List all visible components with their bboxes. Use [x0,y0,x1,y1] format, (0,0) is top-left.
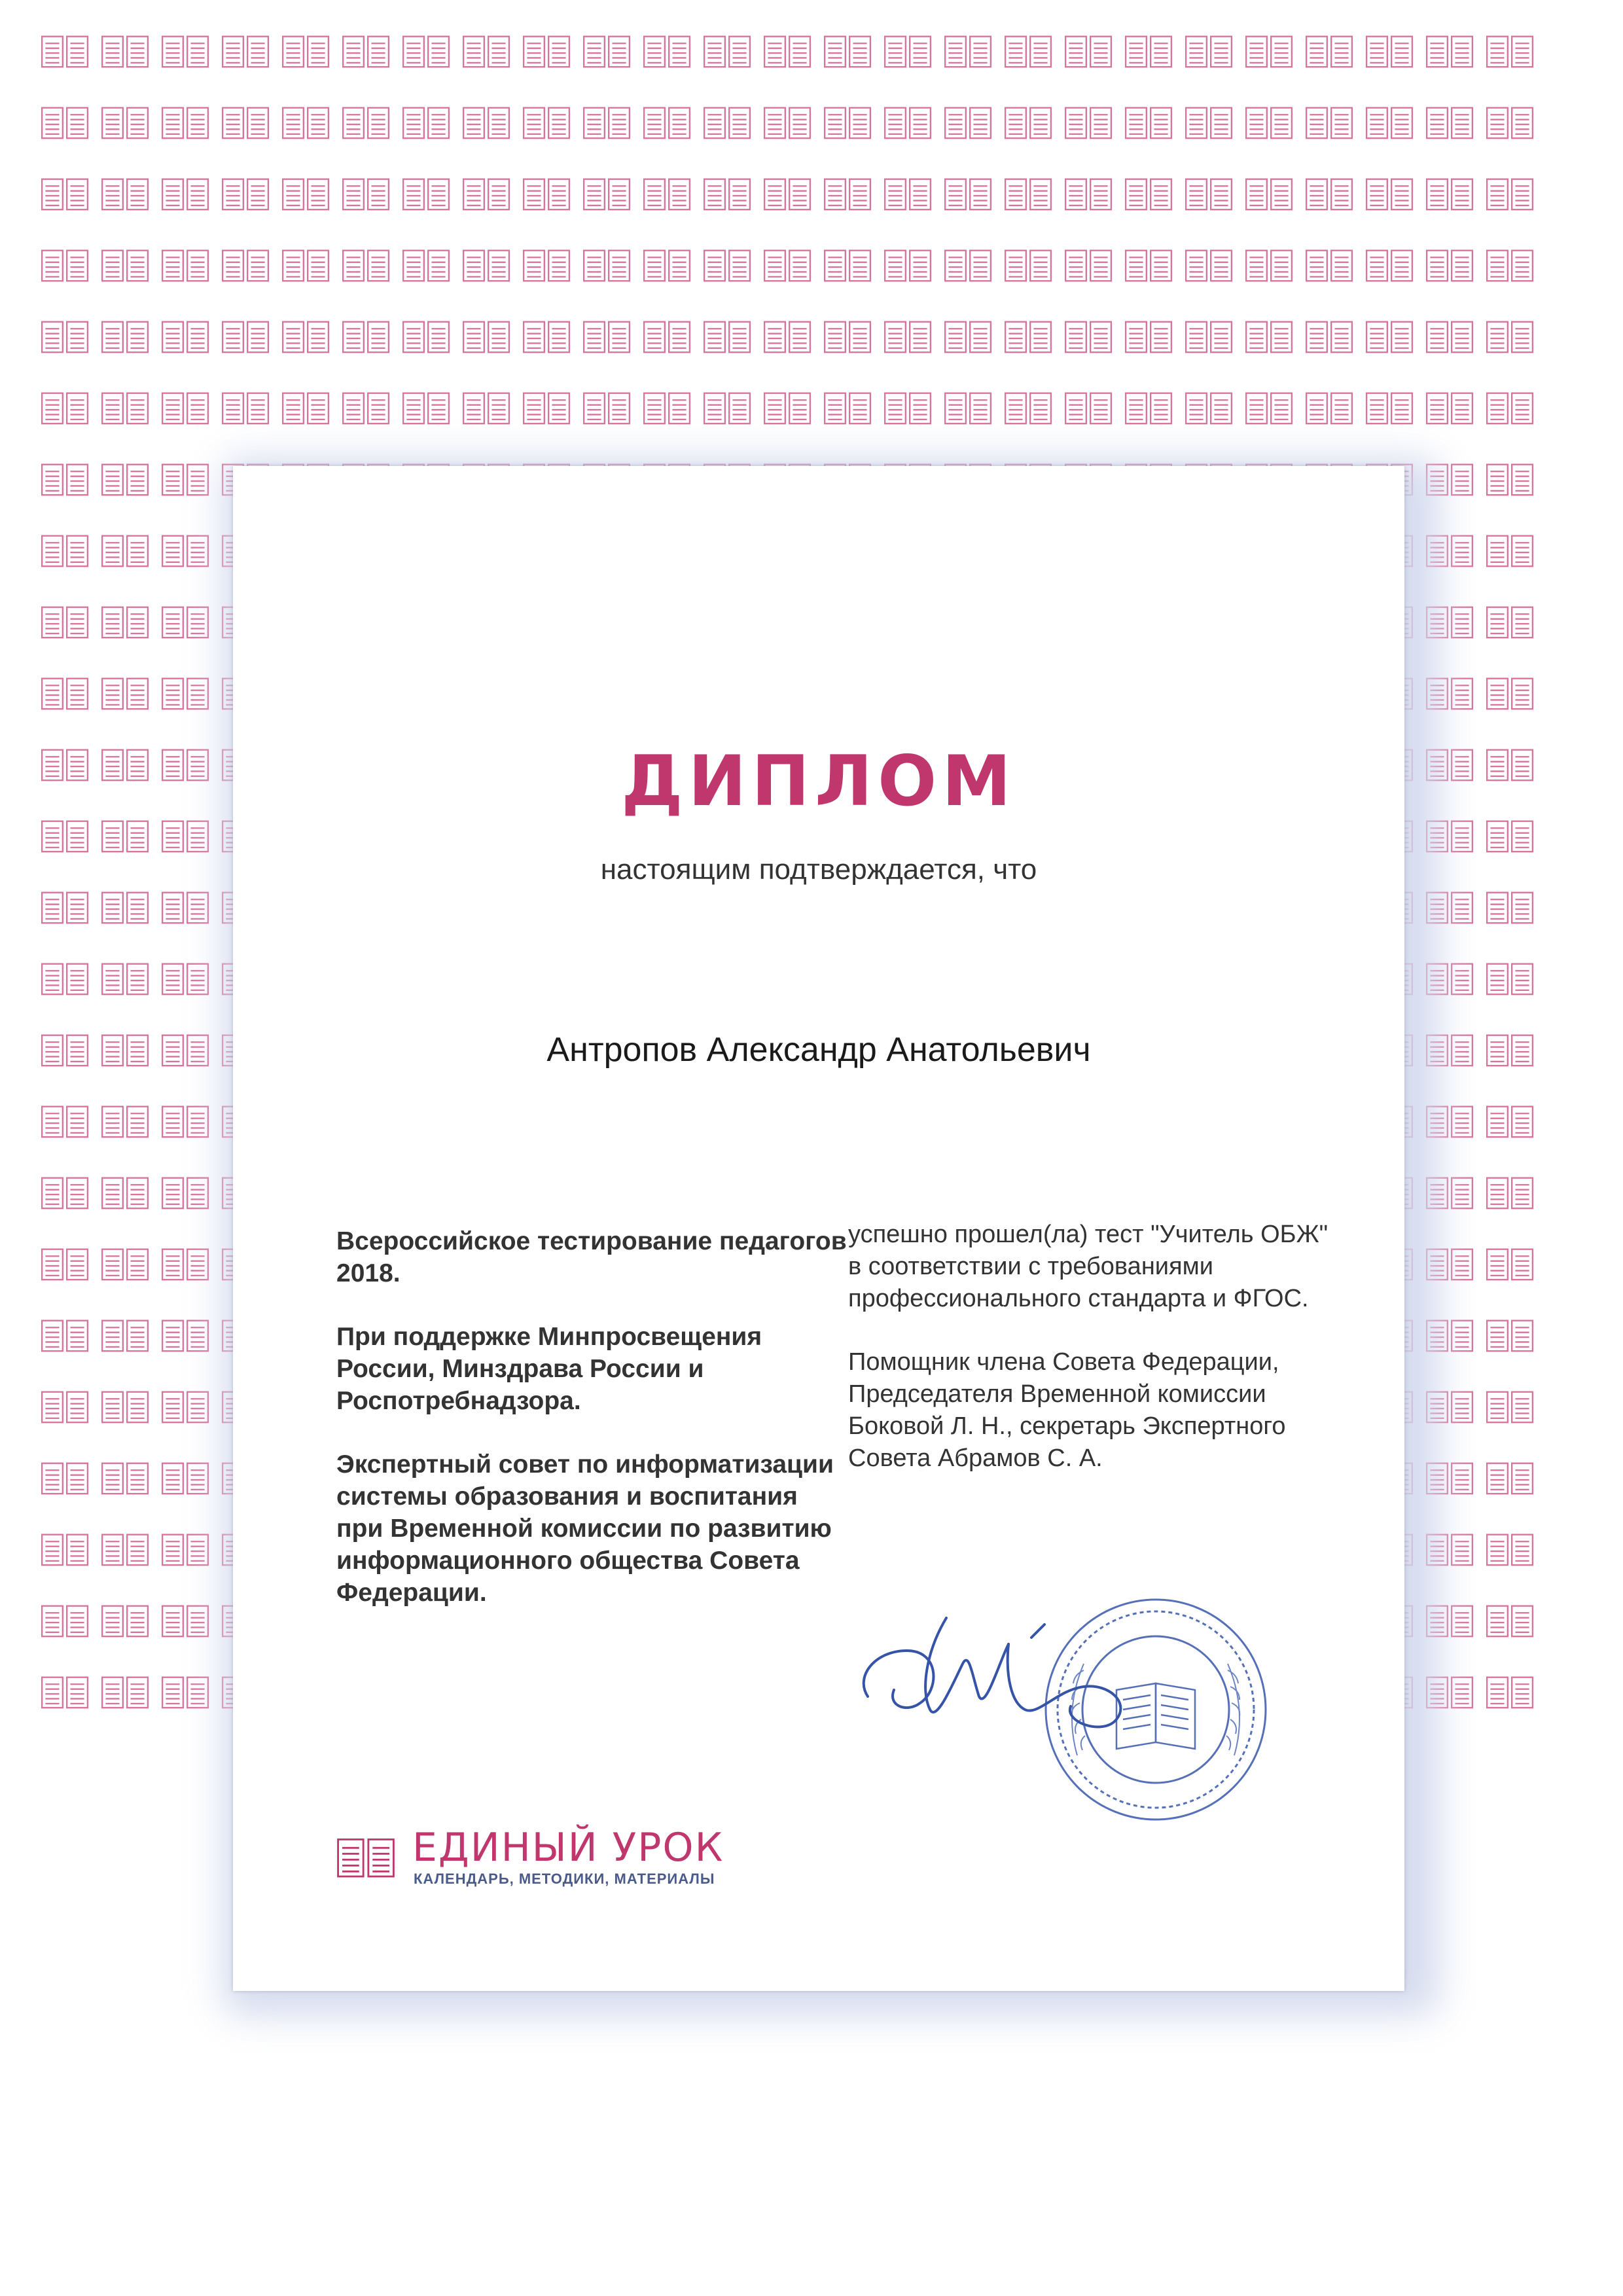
open-book-icon [102,1035,148,1066]
open-book-icon [1065,322,1111,353]
open-book-icon [42,750,88,781]
open-book-icon [764,108,810,139]
open-book-icon [524,37,569,67]
open-book-icon [162,1035,208,1066]
open-book-icon [102,465,148,495]
open-book-icon [885,322,931,353]
open-book-icon [463,37,509,67]
open-book-icon [463,108,509,139]
open-book-icon [825,108,870,139]
open-book-icon [102,893,148,924]
open-book-icon [102,1677,148,1708]
open-book-icon [1366,393,1412,424]
open-book-icon [945,322,991,353]
open-book-icon [1487,1463,1533,1494]
open-book-icon [102,1606,148,1637]
open-book-icon [102,1463,148,1494]
open-book-icon [42,1392,88,1423]
open-book-icon [162,108,208,139]
open-book-icon [403,108,449,139]
open-book-icon [343,179,389,210]
open-book-icon [764,179,810,210]
signatory-paragraph: Помощник члена Совета Федерации, Председателя Временной комиссии Боковой Л. Н., секретарь Экспертного Совета Абрамов С. А. [848,1348,1286,1472]
open-book-icon [162,1463,208,1494]
open-book-icon [102,536,148,567]
open-book-icon [223,251,268,281]
open-book-icon [343,393,389,424]
open-book-icon [1487,893,1533,924]
open-book-icon [945,393,991,424]
open-book-icon [162,679,208,709]
open-book-icon [343,322,389,353]
open-book-icon [1487,465,1533,495]
open-book-icon [945,37,991,67]
open-book-icon [1306,251,1352,281]
open-book-icon [1427,322,1472,353]
open-book-icon [162,1677,208,1708]
open-book-icon [1487,679,1533,709]
open-book-icon [1246,322,1292,353]
open-book-icon [1487,750,1533,781]
open-book-icon [885,108,931,139]
open-book-icon [825,251,870,281]
open-book-icon [1366,322,1412,353]
open-book-icon [1246,37,1292,67]
open-book-icon [162,1535,208,1566]
diploma-card [233,466,1404,1991]
open-book-icon [1427,393,1472,424]
open-book-icon [102,679,148,709]
open-book-icon [1065,108,1111,139]
open-book-icon [42,322,88,353]
open-book-icon [1246,251,1292,281]
open-book-icon [42,607,88,638]
open-book-icon [704,322,750,353]
open-book-icon [42,1178,88,1209]
open-book-icon [825,37,870,67]
open-book-icon [42,1249,88,1280]
open-book-icon [1126,322,1171,353]
open-book-icon [1005,393,1051,424]
open-book-icon [704,393,750,424]
open-book-icon [162,893,208,924]
open-book-icon [1366,37,1412,67]
open-book-icon [1065,251,1111,281]
open-book-icon [945,251,991,281]
open-book-icon [1186,322,1232,353]
open-book-icon [162,1107,208,1138]
handwritten-signature-icon [848,1579,1188,1762]
open-book-icon [644,322,690,353]
open-book-icon [584,37,630,67]
open-book-icon [162,1178,208,1209]
open-book-icon [283,251,329,281]
open-book-icon [764,322,810,353]
brand-tagline: КАЛЕНДАРЬ, МЕТОДИКИ, МАТЕРИАЛЫ [414,1871,715,1887]
open-book-icon [1065,37,1111,67]
open-book-icon [336,1833,395,1885]
open-book-icon [1487,393,1533,424]
open-book-icon [1065,179,1111,210]
open-book-icon [1005,179,1051,210]
open-book-icon [102,37,148,67]
open-book-icon [584,322,630,353]
open-book-icon [102,108,148,139]
open-book-icon [102,1535,148,1566]
open-book-icon [403,322,449,353]
test-result-paragraph: успешно прошел(ла) тест "Учитель ОБЖ" в соответствии с требованиями профессионального стандарта и ФГОС. [848,1221,1329,1312]
open-book-icon [945,108,991,139]
open-book-icon [162,37,208,67]
open-book-icon [584,393,630,424]
open-book-icon [162,179,208,210]
open-book-icon [584,108,630,139]
open-book-icon [524,393,569,424]
open-book-icon [1246,393,1292,424]
open-book-icon [42,679,88,709]
open-book-icon [403,179,449,210]
open-book-icon [1005,322,1051,353]
open-book-icon [223,37,268,67]
open-book-icon [945,179,991,210]
open-book-icon [1487,322,1533,353]
open-book-icon [343,251,389,281]
open-book-icon [1306,179,1352,210]
open-book-icon [1126,393,1171,424]
open-book-icon [1487,1392,1533,1423]
open-book-icon [1246,108,1292,139]
open-book-icon [223,108,268,139]
open-book-icon [343,108,389,139]
open-book-icon [584,179,630,210]
open-book-icon [162,251,208,281]
open-book-icon [102,1249,148,1280]
open-book-icon [1487,1606,1533,1637]
open-book-icon [283,179,329,210]
open-book-icon [1366,179,1412,210]
open-book-icon [162,964,208,995]
open-book-icon [223,322,268,353]
open-book-icon [524,179,569,210]
open-book-icon [283,108,329,139]
open-book-icon [343,37,389,67]
open-book-icon [644,108,690,139]
open-book-icon [1186,393,1232,424]
open-book-icon [463,393,509,424]
open-book-icon [102,1107,148,1138]
open-book-icon [885,393,931,424]
open-book-icon [102,1178,148,1209]
open-book-icon [704,37,750,67]
open-book-icon [42,964,88,995]
open-book-icon [283,322,329,353]
open-book-icon [1487,821,1533,852]
open-book-icon [1366,108,1412,139]
open-book-icon [102,750,148,781]
open-book-icon [1427,108,1472,139]
open-book-icon [1427,179,1472,210]
open-book-icon [1487,607,1533,638]
open-book-icon [42,821,88,852]
open-book-icon [704,108,750,139]
open-book-icon [524,108,569,139]
open-book-icon [102,393,148,424]
open-book-icon [283,37,329,67]
open-book-icon [1005,251,1051,281]
open-book-icon [102,322,148,353]
open-book-icon [644,37,690,67]
open-book-icon [1306,393,1352,424]
open-book-icon [524,322,569,353]
open-book-icon [1186,108,1232,139]
open-book-icon [1306,108,1352,139]
open-book-icon [42,1463,88,1494]
open-book-icon [162,1321,208,1352]
open-book-icon [1186,37,1232,67]
open-book-icon [1427,37,1472,67]
open-book-icon [42,1677,88,1708]
open-book-icon [1487,179,1533,210]
open-book-icon [1306,322,1352,353]
diploma-title: ДИПЛОМ [621,741,1016,821]
open-book-icon [102,251,148,281]
open-book-icon [1487,964,1533,995]
open-book-icon [1246,179,1292,210]
open-book-icon [162,322,208,353]
organizers-paragraph: При поддержке Минпросвещения России, Минздрава России и Роспотребнадзора. [336,1323,762,1415]
organizers-column [336,1225,847,1640]
open-book-icon [283,393,329,424]
open-book-icon [584,251,630,281]
open-book-icon [1487,536,1533,567]
open-book-icon [825,393,870,424]
open-book-icon [162,1606,208,1637]
organizers-paragraph: Экспертный совет по информатизации системы образования и воспитания при Временной комиссии по развитию информационного общества Совета Федерации. [336,1450,834,1607]
open-book-icon [42,1606,88,1637]
open-book-icon [42,1107,88,1138]
open-book-icon [162,1249,208,1280]
open-book-icon [704,179,750,210]
open-book-icon [1487,251,1533,281]
open-book-icon [403,251,449,281]
open-book-icon [524,251,569,281]
open-book-icon [1126,37,1171,67]
open-book-icon [162,607,208,638]
open-book-icon [162,821,208,852]
open-book-icon [42,1321,88,1352]
open-book-icon [1366,251,1412,281]
open-book-icon [1487,108,1533,139]
open-book-icon [223,393,268,424]
open-book-icon [1487,1321,1533,1352]
open-book-icon [764,37,810,67]
open-book-icon [1487,1178,1533,1209]
open-book-icon [42,393,88,424]
open-book-icon [885,251,931,281]
open-book-icon [463,322,509,353]
open-book-icon [42,108,88,139]
open-book-icon [764,251,810,281]
open-book-icon [644,251,690,281]
open-book-icon [42,1535,88,1566]
open-book-icon [403,37,449,67]
open-book-icon [1487,1249,1533,1280]
open-book-icon [644,179,690,210]
open-book-icon [403,393,449,424]
open-book-icon [162,465,208,495]
result-column [848,1219,1332,1506]
open-book-icon [1487,1107,1533,1138]
open-book-icon [102,1392,148,1423]
open-book-icon [463,251,509,281]
open-book-icon [825,179,870,210]
open-book-icon [885,37,931,67]
open-book-icon [1005,108,1051,139]
open-book-icon [102,1321,148,1352]
brand-logo [336,1827,925,1893]
open-book-icon [463,179,509,210]
open-book-icon [1186,251,1232,281]
open-book-icon [1487,1677,1533,1708]
open-book-icon [223,179,268,210]
open-book-icon [885,179,931,210]
open-book-icon [102,821,148,852]
recipient-name: Антропов Александр Анатольевич [546,1031,1091,1069]
open-book-icon [1427,251,1472,281]
diploma-subtitle: настоящим подтверждается, что [600,853,1037,886]
open-book-icon [1126,251,1171,281]
open-book-icon [162,750,208,781]
open-book-icon [162,393,208,424]
open-book-icon [42,179,88,210]
open-book-icon [1487,1035,1533,1066]
open-book-icon [42,893,88,924]
open-book-icon [102,607,148,638]
open-book-icon [1487,1535,1533,1566]
open-book-icon [1126,108,1171,139]
open-book-icon [644,393,690,424]
open-book-icon [825,322,870,353]
open-book-icon [1065,393,1111,424]
open-book-icon [1126,179,1171,210]
open-book-icon [42,251,88,281]
open-book-icon [162,1392,208,1423]
open-book-icon [102,179,148,210]
open-book-icon [42,37,88,67]
open-book-icon [42,1035,88,1066]
open-book-icon [764,393,810,424]
organizers-paragraph: Всероссийское тестирование педагогов 2018. [336,1227,847,1287]
open-book-icon [1487,37,1533,67]
open-book-icon [42,536,88,567]
open-book-icon [162,536,208,567]
open-book-icon [704,251,750,281]
open-book-icon [42,465,88,495]
open-book-icon [102,964,148,995]
open-book-icon [1186,179,1232,210]
open-book-icon [1005,37,1051,67]
brand-name: ЕДИНЫЙ УРОК [412,1825,724,1871]
open-book-icon [1306,37,1352,67]
